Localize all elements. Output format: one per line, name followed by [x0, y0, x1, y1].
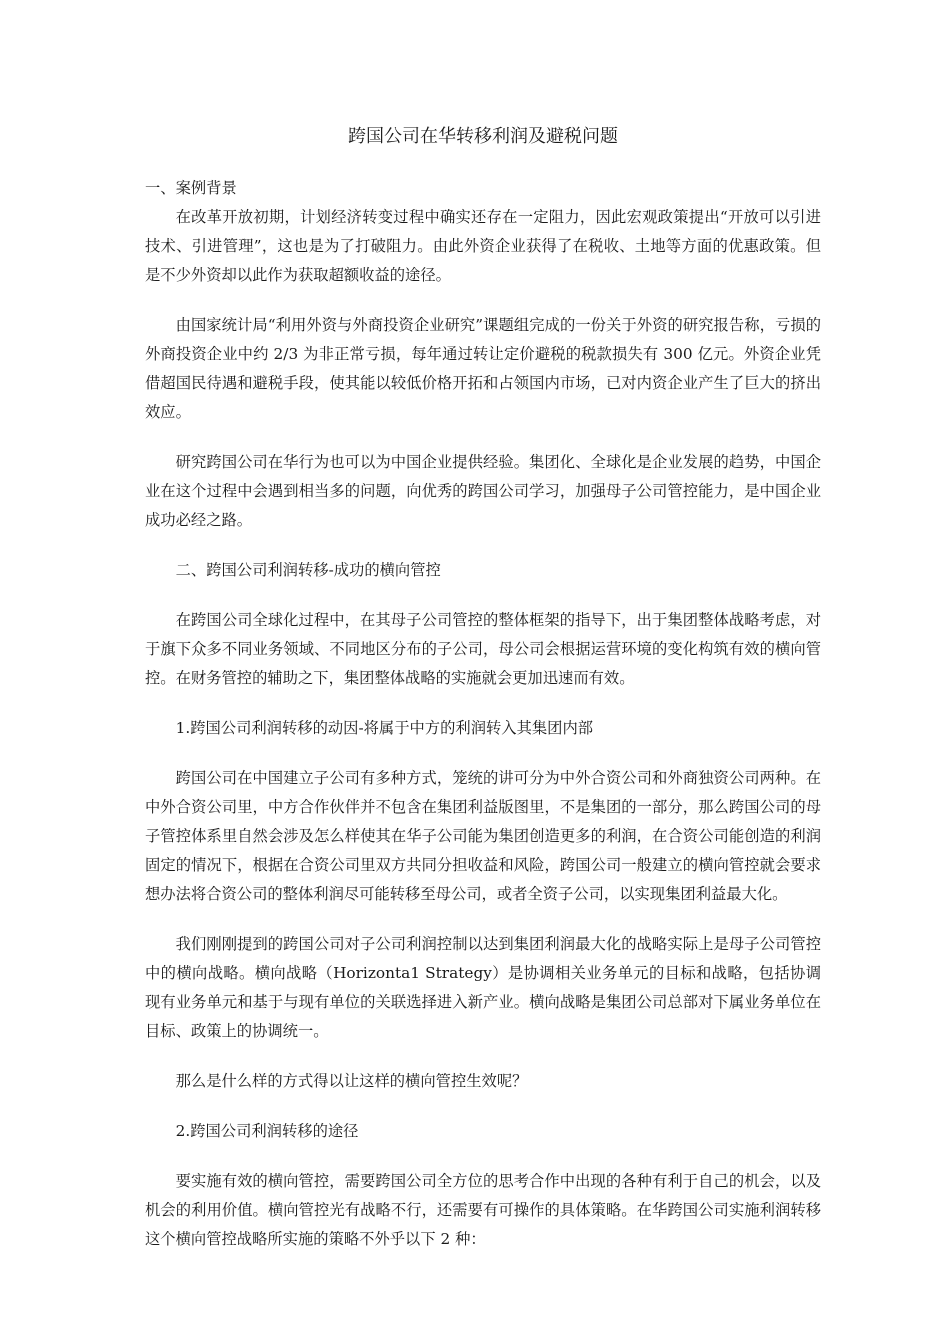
subheading-profit-transfer-methods: 2.跨国公司利润转移的途径	[175, 1122, 359, 1140]
paragraph-statistics-report: 由国家统计局“利用外资与外商投资企业研究”课题组完成的一份关于外资的研究报告称，亏损的外商投资企业中约 2/3 为非正常亏损，每年通过转让定价避税的税款损失有 300 亿元。外资企业凭借超国民待遇和避税手段，使其能以较低价格开拓和占领国内市场，已对内资企业产生了巨大的挤出效应。	[145, 316, 821, 421]
section-heading-horizontal-control: 二、跨国公司利润转移-成功的横向管控	[175, 561, 441, 579]
subheading-profit-transfer-motive: 1.跨国公司利润转移的动因-将属于中方的利润转入其集团内部	[175, 719, 594, 737]
paragraph-research-value: 研究跨国公司在华行为也可以为中国企业提供经验。集团化、全球化是企业发展的趋势，中国企业在这个过程中会遇到相当多的问题，向优秀的跨国公司学习，加强母子公司管控能力，是中国企业成功必经之路。	[145, 453, 821, 529]
document-body	[145, 124, 821, 1275]
paragraph-question: 那么是什么样的方式得以让这样的横向管控生效呢？	[175, 1072, 528, 1090]
document-title: 跨国公司在华转移利润及避税问题	[348, 126, 618, 147]
paragraph-subsidiary-types: 跨国公司在中国建立子公司有多种方式，笼统的讲可分为中外合资公司和外商独资公司两种。在中外合资公司里，中方合作伙伴并不包含在集团利益版图里，不是集团的一部分，那么跨国公司的母子管控体系里自然会涉及怎么样使其在华子公司能为集团创造更多的利润，在合资公司能创造的利润固定的情况下，根据在合资公司里双方共同分担收益和风险，跨国公司一般建立的横向管控就会要求想办法将合资公司的整体利润尽可能转移至母公司，或者全资子公司，以实现集团利益最大化。	[145, 769, 821, 903]
paragraph-reform-policy: 在改革开放初期，计划经济转变过程中确实还存在一定阻力，因此宏观政策提出“开放可以引进技术、引进管理”，这也是为了打破阻力。由此外资企业获得了在税收、土地等方面的优惠政策。但是不少外资却以此作为获取超额收益的途径。	[145, 208, 821, 284]
paragraph-globalization-control: 在跨国公司全球化过程中，在其母子公司管控的整体框架的指导下，出于集团整体战略考虑，对于旗下众多不同业务领域、不同地区分布的子公司，母公司会根据运营环境的变化构筑有效的横向管控。在财务管控的辅助之下，集团整体战略的实施就会更加迅速而有效。	[145, 611, 821, 687]
paragraph-implementation: 要实施有效的横向管控，需要跨国公司全方位的思考合作中出现的各种有利于自己的机会，以及机会的利用价值。横向管控光有战略不行，还需要有可操作的具体策略。在华跨国公司实施利润转移这个横向管控战略所实施的策略不外乎以下 2 种：	[145, 1172, 821, 1248]
section-heading-background: 一、案例背景	[145, 179, 237, 197]
paragraph-horizontal-strategy: 我们刚刚提到的跨国公司对子公司利润控制以达到集团利润最大化的战略实际上是母子公司管控中的横向战略。横向战略（Horizonta1 Strategy）是协调相关业务单元的目标和战略，包括协调现有业务单元和基于与现有单位的关联选择进入新产业。横向战略是集团公司总部对下属业务单位在目标、政策上的协调统一。	[145, 935, 821, 1040]
